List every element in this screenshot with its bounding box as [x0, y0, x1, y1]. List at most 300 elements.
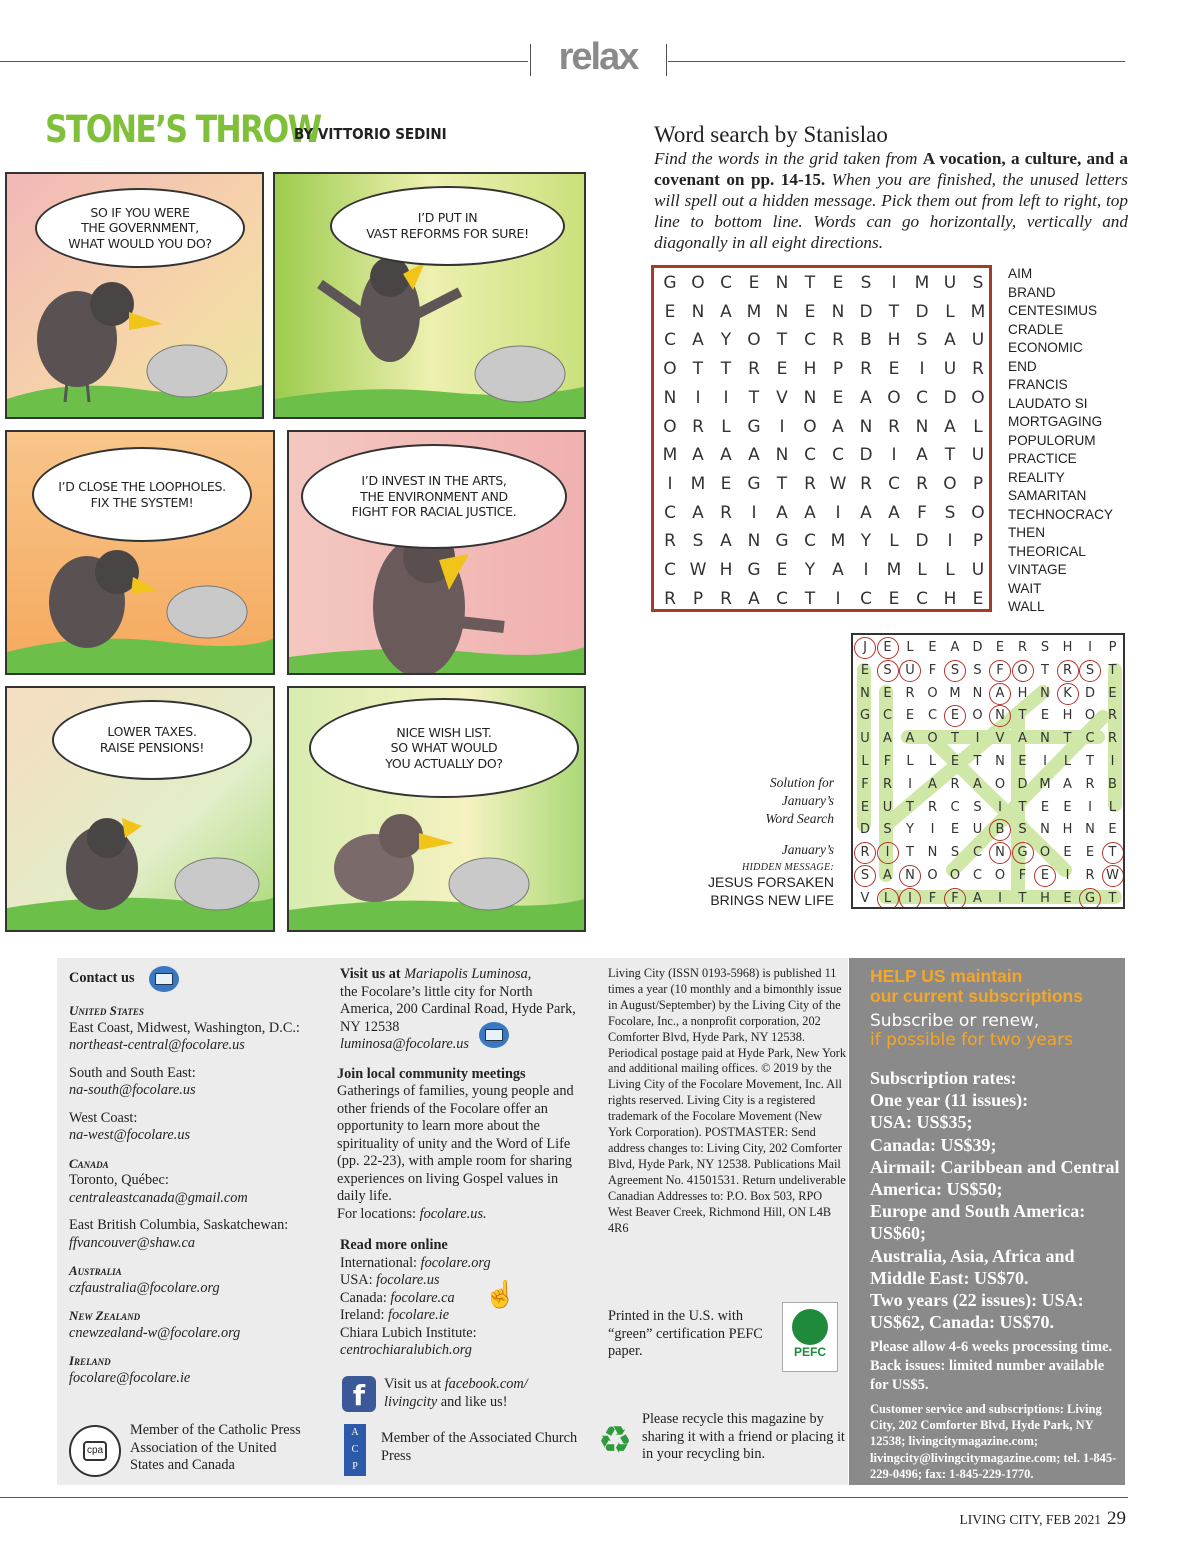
subscription-rates: Subscription rates: One year (11 issues): USA: US$35; Canada: US$39; Airmail: Caribbean and Central America: US$50; Europe and South America: US$60; Australia, Asia, Africa and Middle East: US$70. Two years (22 issues): USA: US$62, Canada: US$70.: [870, 1068, 1120, 1333]
speech-bubble: I’D CLOSE THE LOOPHOLES. FIX THE SYSTEM!: [32, 447, 252, 542]
word-list-item: WALL: [1008, 599, 1045, 614]
grid-letter: S: [972, 273, 984, 293]
solution-letter: H: [1062, 822, 1073, 838]
solution-letter: I: [908, 776, 912, 792]
website-link[interactable]: focolare.ca: [390, 1289, 455, 1306]
solution-letter: W: [1102, 865, 1124, 887]
word-list-item: MORTGAGING: [1008, 414, 1103, 429]
solution-letter: L: [1063, 754, 1072, 769]
grid-letter: R: [664, 531, 676, 552]
grid-letter: A: [692, 502, 704, 523]
hidden-message-label: January’s HIDDEN MESSAGE:: [742, 842, 834, 873]
grid-letter: R: [692, 416, 704, 437]
contact-email[interactable]: centraleastcanada@gmail.com: [69, 1189, 248, 1206]
grid-letter: I: [835, 502, 841, 523]
solution-letter: I: [877, 842, 899, 864]
solution-letter: O: [949, 868, 961, 883]
solution-letter: C: [972, 845, 983, 861]
grid-letter: D: [859, 301, 873, 322]
solution-letter: N: [972, 685, 983, 701]
solution-letter: F: [928, 662, 937, 678]
grid-letter: G: [747, 416, 761, 437]
solution-letter: N: [1085, 822, 1095, 838]
solution-letter: E: [1018, 754, 1027, 769]
grid-letter: C: [832, 445, 844, 466]
header-rule-right: [668, 61, 1125, 62]
grid-letter: U: [971, 330, 985, 351]
comic-panel-1: [5, 172, 264, 419]
grid-letter: L: [889, 531, 899, 552]
grid-letter: E: [888, 588, 900, 609]
read-online-list: [340, 1255, 580, 1360]
grid-letter: C: [664, 330, 676, 351]
grid-letter: I: [667, 473, 673, 494]
grid-letter: N: [691, 301, 705, 322]
solution-letter: N: [1040, 731, 1050, 747]
contact-entry: Canada Toronto, Québec: centraleastcanada@gmail.com: [69, 1155, 334, 1208]
grid-letter: E: [832, 387, 844, 408]
grid-letter: A: [720, 445, 732, 466]
solution-letter: T: [1018, 890, 1027, 906]
solution-letter: A: [883, 731, 892, 747]
contact-entry: South and South East: na-south@focolare.us: [69, 1065, 334, 1100]
grid-letter: I: [891, 273, 897, 293]
subscribe-tagline: Subscribe or renew,: [870, 1011, 1040, 1031]
solution-letter: O: [994, 868, 1006, 883]
grid-letter: R: [916, 473, 928, 494]
solution-letter: E: [883, 685, 892, 701]
solution-letter: A: [928, 776, 937, 792]
solution-letter: G: [1012, 842, 1034, 864]
grid-letter: T: [720, 359, 732, 380]
solution-letter: E: [944, 705, 966, 727]
grid-letter: U: [943, 359, 957, 380]
grid-letter: C: [776, 588, 788, 609]
speech-bubble: LOWER TAXES. RAISE PENSIONS!: [52, 700, 252, 780]
solution-letter: N: [1040, 822, 1050, 838]
solution-letter: D: [859, 822, 870, 838]
solution-letter: I: [998, 799, 1002, 815]
solution-letter: A: [1063, 776, 1072, 792]
header-tick-left: [530, 44, 531, 76]
solution-grid: [851, 633, 1125, 909]
acp-member-text: Member of the Associated Church Press: [381, 1430, 578, 1464]
solution-letter: E: [1040, 799, 1050, 815]
solution-letter: E: [877, 637, 899, 659]
solution-letter: R: [1057, 660, 1079, 682]
grid-letter: N: [747, 531, 761, 552]
word-list-item: WAIT: [1008, 580, 1042, 596]
solution-letter: E: [928, 640, 937, 655]
printed-note: Printed in the U.S. with “green” certification PEFC paper.: [608, 1308, 763, 1359]
grid-letter: A: [888, 502, 900, 523]
solution-letter: E: [1040, 708, 1050, 724]
speech-bubble: SO IF YOU WERE THE GOVERNMENT, WHAT WOULD YOU DO?: [35, 188, 245, 268]
pefc-logo: PEFC: [782, 1302, 838, 1372]
solution-letter: E: [860, 662, 870, 678]
solution-letter: D: [972, 640, 983, 655]
solution-letter: F: [944, 888, 966, 909]
solution-letter: R: [854, 842, 876, 864]
grid-letter: T: [888, 301, 900, 322]
solution-letter: R: [905, 685, 915, 701]
grid-letter: M: [886, 560, 902, 580]
grid-letter: L: [973, 416, 983, 437]
grid-letter: A: [720, 301, 732, 322]
solution-letter: T: [1041, 662, 1049, 678]
solution-letter: B: [1108, 776, 1117, 792]
solution-letter: U: [899, 660, 921, 682]
grid-letter: H: [943, 588, 957, 609]
grid-letter: G: [747, 473, 761, 494]
grid-letter: A: [944, 330, 956, 351]
website-link[interactable]: focolare.us: [376, 1272, 440, 1288]
grid-letter: Y: [860, 531, 872, 552]
grid-letter: U: [971, 560, 985, 580]
grid-letter: M: [746, 301, 762, 322]
facebook-icon[interactable]: f: [342, 1376, 376, 1412]
grid-letter: A: [748, 445, 760, 466]
comic-panel-3: [5, 430, 275, 675]
middle-column: Visit us at Mariapolis Luminosa, the Focolare’s little city for North America, 200 Cardinal Road, Hyde Park, NY 12538 luminosa@focolare.us Join local community meetings Gatherings of families, young people and other friends of the Focolare offer an opportunity to learn more about the spirituality of unity and the Word of Life (pp. 22-23), with ample room for sharing experiences on living Gospel values in daily life. For locations: focolare.us. Read more online International: focolare.org USA: focolare.us Canada: focolare.ca Ireland: focolare.ie Chiara Lubich Institute: centrochiaralubich.org: [340, 966, 580, 1360]
customer-service: Customer service and subscriptions: Living City, 202 Comforter Blvd, Hyde Park, NY 12538; livingcitymagazine.com; livingcity@livingcitymagazine.com; tel. 1-845-229-0496; fax: 1-845-229-1770.: [870, 1401, 1117, 1482]
contact-entry: West Coast: na-west@focolare.us: [69, 1110, 334, 1145]
solution-letter: M: [1039, 776, 1051, 792]
word-list-item: PRACTICE: [1008, 451, 1077, 466]
contact-email[interactable]: czfaustralia@focolare.org: [69, 1279, 220, 1296]
contact-email[interactable]: na-south@focolare.us: [69, 1082, 196, 1098]
grid-letter: T: [804, 588, 816, 609]
grid-letter: D: [943, 387, 957, 408]
grid-letter: E: [972, 588, 984, 609]
solution-letter: E: [1063, 799, 1072, 815]
grid-letter: A: [860, 387, 872, 408]
solution-letter: T: [1018, 708, 1027, 724]
recycle-icon: ♻: [598, 1420, 633, 1462]
solution-letter: I: [975, 731, 980, 747]
word-search-instructions: Find the words in the grid taken from A vocation, a culture, and a covenant on pp. 14-15. When you are finished, the unused letters will spell out a hidden message. Pick them out from left to right, top line to bottom line. Words can go horizontally, vertically and diagonally in all eight directions.: [654, 149, 1128, 252]
solution-letter: V: [860, 890, 870, 906]
grid-letter: H: [887, 330, 901, 351]
solution-letter: T: [973, 754, 982, 769]
luminosa-email[interactable]: luminosa@focolare.us: [340, 1036, 469, 1052]
grid-letter: M: [830, 531, 846, 552]
read-online-item: Chiara Lubich Institute: centrochiaralubich.org: [340, 1324, 477, 1358]
grid-letter: U: [971, 445, 985, 466]
word-list-item: END: [1008, 358, 1037, 374]
contact-email[interactable]: cnewzealand-w@focolare.org: [69, 1324, 241, 1341]
grid-letter: C: [664, 560, 676, 580]
grid-letter: A: [804, 502, 816, 523]
solution-letter: N: [1040, 685, 1050, 701]
acp-logo: A C P: [344, 1424, 366, 1476]
subscription-panel: HELP US maintain our current subscriptions Subscribe or renew, if possible for two years Subscription rates: One year (11 issues): USA: US$35; Canada: US$39; Airmail: Caribbean and Central America: US$50; Europe and South America: US$60; Australia, Asia, Africa and Middle East: US$70. Two years (22 issues): USA: US$62, Canada: US$70. Please allow 4-6 weeks processing time. Back issues: limited number available for US$5. Customer service and subscriptions: Living City, 202 Comforter Blvd, Hyde Park, NY 12538; livingcitymagazine.com; livingcity@livingcitymagazine.com; tel. 1-845-229-0496; fax: 1-845-229-1770.: [849, 958, 1125, 1485]
solution-letter: O: [1084, 708, 1096, 724]
facebook-text: Visit us at facebook.com/ livingcity and like us!: [384, 1376, 528, 1410]
solution-letter: B: [989, 819, 1011, 841]
website-link[interactable]: centrochiaralubich.org: [340, 1342, 472, 1358]
grid-letter: C: [664, 502, 676, 523]
grid-letter: R: [664, 588, 676, 609]
contact-entry: United States East Coast, Midwest, Washington, D.C.: northeast-central@focolare.us: [69, 1002, 334, 1055]
contact-email[interactable]: focolare@focolare.ie: [69, 1369, 191, 1386]
solution-letter: Y: [906, 822, 914, 838]
solution-letter: S: [1079, 660, 1101, 682]
grid-letter: E: [664, 301, 676, 322]
solution-letter: E: [1034, 865, 1056, 887]
website-link[interactable]: focolare.ie: [388, 1307, 450, 1323]
solution-letter: O: [1012, 660, 1034, 682]
grid-letter: C: [860, 588, 872, 609]
grid-letter: D: [915, 531, 929, 552]
grid-letter: M: [690, 473, 706, 494]
solution-letter: T: [1108, 662, 1117, 678]
solution-letter: I: [1110, 754, 1115, 769]
solution-letter: E: [1063, 845, 1072, 861]
grid-letter: L: [945, 560, 955, 580]
grid-letter: N: [663, 387, 677, 408]
solution-letter: R: [927, 799, 938, 815]
grid-letter: M: [914, 273, 930, 293]
grid-letter: F: [917, 502, 927, 523]
comic-panel-2: [273, 172, 586, 419]
solution-letter: A: [989, 683, 1011, 705]
solution-letter: N: [860, 685, 870, 701]
pointer-hand-icon: ☝: [484, 1280, 517, 1309]
word-list-item: FRANCIS: [1008, 377, 1068, 392]
grid-letter: N: [859, 416, 873, 437]
grid-letter: I: [947, 531, 953, 552]
contact-list: [69, 1002, 334, 1387]
solution-letter: R: [882, 776, 893, 792]
solution-letter: D: [1017, 776, 1028, 792]
solution-letter: E: [860, 799, 870, 815]
website-link[interactable]: focolare.org: [420, 1254, 491, 1271]
solution-letter: O: [927, 731, 938, 747]
grid-letter: A: [944, 416, 956, 437]
solution-letter: E: [1085, 845, 1095, 861]
solution-letter: F: [1018, 868, 1027, 883]
grid-letter: I: [863, 560, 869, 580]
grid-letter: O: [663, 416, 677, 437]
grid-letter: A: [860, 502, 872, 523]
grid-letter: O: [887, 387, 901, 408]
solution-letter: A: [1018, 731, 1027, 747]
solution-letter: S: [854, 865, 876, 887]
grid-letter: A: [916, 445, 928, 466]
solution-letter: E: [995, 640, 1005, 655]
grid-letter: T: [748, 387, 760, 408]
solution-letter: F: [883, 754, 892, 769]
grid-letter: O: [943, 473, 957, 494]
comic-title: STONE’S THROW: [45, 108, 321, 151]
grid-letter: R: [748, 359, 760, 380]
solution-letter: K: [1057, 683, 1079, 705]
grid-letter: P: [692, 588, 704, 609]
grid-letter: E: [888, 359, 900, 380]
word-list-item: AIM: [1008, 266, 1033, 281]
grid-letter: O: [663, 359, 677, 380]
grid-letter: A: [776, 502, 788, 523]
grid-letter: D: [915, 301, 929, 322]
word-search-grid: [651, 265, 992, 612]
grid-letter: T: [776, 330, 788, 351]
grid-letter: I: [695, 387, 701, 408]
solution-letter: G: [1079, 888, 1101, 909]
contact-email[interactable]: ffvancouver@shaw.ca: [69, 1234, 196, 1251]
read-online-item: USA: focolare.us: [340, 1272, 440, 1288]
solution-letter: M: [949, 685, 961, 701]
grid-letter: I: [723, 387, 729, 408]
solution-letter: L: [1108, 799, 1117, 815]
solution-letter: N: [899, 865, 921, 887]
word-list: [1008, 265, 1113, 617]
facebook-link[interactable]: facebook.com/ livingcity: [384, 1376, 528, 1410]
solution-letter: N: [995, 754, 1005, 769]
contact-email[interactable]: northeast-central@focolare.us: [69, 1037, 245, 1053]
grid-letter: A: [748, 588, 760, 609]
solution-letter: U: [860, 731, 870, 747]
grid-letter: I: [891, 445, 897, 466]
header-rule-left: [0, 61, 528, 62]
help-heading: HELP US maintain: [870, 966, 1023, 986]
grid-letter: V: [776, 387, 788, 408]
grid-letter: N: [915, 416, 929, 437]
grid-letter: D: [859, 445, 873, 466]
solution-letter: N: [989, 842, 1011, 864]
contact-entry: East British Columbia, Saskatchewan: ffvancouver@shaw.ca: [69, 1217, 334, 1252]
grid-letter: C: [916, 387, 928, 408]
grid-letter: C: [720, 273, 732, 293]
solution-letter: T: [1102, 842, 1124, 864]
solution-letter: C: [950, 799, 960, 815]
solution-letter: C: [882, 708, 893, 724]
grid-letter: M: [662, 445, 678, 466]
grid-letter: N: [831, 301, 845, 322]
grid-letter: E: [832, 273, 844, 293]
email-icon: [149, 966, 179, 992]
word-list-item: TECHNOCRACY: [1008, 506, 1113, 522]
page-footer: LIVING CITY, FEB 2021 29: [959, 1508, 1126, 1529]
contact-email[interactable]: na-west@focolare.us: [69, 1127, 191, 1143]
grid-letter: O: [971, 502, 985, 523]
solution-letter: C: [927, 708, 938, 724]
solution-letter: E: [905, 708, 915, 724]
grid-letter: E: [720, 473, 732, 494]
solution-letter: N: [927, 845, 938, 861]
meetings-text: Gatherings of families, young people and other friends of the Focolare offer an opportunity to learn more about the spirituality of unity and the Word of Life (pp. 22-23), with ample room for sharing experiences on living Gospel values in daily life.: [337, 1083, 574, 1204]
solution-letter: S: [1040, 640, 1050, 655]
read-online-item: Canada: focolare.ca: [340, 1289, 455, 1306]
solution-letter: R: [1085, 776, 1095, 792]
solution-letter: S: [1018, 822, 1027, 838]
grid-letter: O: [691, 273, 705, 293]
solution-letter: I: [1088, 640, 1092, 655]
solution-letter: I: [1043, 754, 1047, 769]
grid-letter: A: [720, 531, 732, 552]
solution-letter: H: [1062, 640, 1073, 655]
grid-letter: I: [919, 359, 925, 380]
grid-letter: O: [803, 416, 817, 437]
solution-letter: I: [998, 890, 1002, 906]
grid-letter: C: [804, 445, 816, 466]
solution-letter: R: [950, 776, 960, 792]
solution-letter: T: [1063, 731, 1072, 747]
grid-letter: N: [775, 273, 789, 293]
solution-letter: H: [1017, 685, 1028, 701]
grid-letter: S: [692, 531, 704, 552]
grid-letter: R: [804, 473, 816, 494]
solution-letter: T: [1086, 754, 1094, 769]
grid-letter: O: [747, 330, 761, 351]
grid-letter: H: [719, 560, 733, 580]
cpa-member-text: Member of the Catholic Press Association of the United States and Canada: [130, 1422, 301, 1473]
grid-letter: Y: [804, 560, 816, 580]
cpa-member-logo: cpa: [69, 1425, 121, 1477]
grid-letter: T: [804, 273, 816, 293]
grid-letter: M: [970, 301, 986, 322]
solution-letter: T: [1018, 799, 1027, 815]
grid-letter: I: [779, 416, 785, 437]
grid-letter: C: [804, 531, 816, 552]
solution-letter: A: [905, 731, 915, 747]
contact-heading: Contact us: [69, 970, 135, 987]
solution-letter: R: [1085, 868, 1095, 883]
grid-letter: P: [972, 473, 984, 494]
solution-letter: O: [994, 776, 1006, 792]
word-list-item: THEORICAL: [1008, 543, 1086, 559]
grid-letter: A: [832, 560, 844, 580]
solution-letter: V: [995, 731, 1005, 747]
grid-letter: R: [888, 416, 900, 437]
word-list-item: CENTESIMUS: [1008, 303, 1098, 318]
word-list-item: BRAND: [1008, 284, 1056, 300]
solution-letter: D: [1084, 685, 1095, 701]
solution-letter: H: [1040, 890, 1050, 906]
solution-letter: F: [861, 776, 869, 792]
grid-letter: O: [971, 387, 985, 408]
grid-letter: E: [804, 301, 816, 322]
solution-letter: E: [1108, 822, 1117, 838]
solution-letter: S: [883, 822, 892, 838]
solution-letter: H: [1062, 708, 1073, 724]
word-list-item: THEN: [1008, 525, 1046, 540]
solution-letter: L: [877, 888, 899, 909]
solution-caption: Solution for January’s Word Search: [765, 775, 834, 826]
solution-letter: S: [973, 662, 982, 678]
meetings-heading: Join local community meetings: [337, 1065, 526, 1082]
solution-letter: R: [1107, 731, 1118, 747]
solution-letter: E: [1108, 685, 1117, 701]
solution-letter: A: [950, 640, 960, 655]
grid-letter: P: [832, 359, 844, 380]
read-online-heading: Read more online: [340, 1237, 448, 1253]
grid-letter: L: [721, 416, 731, 437]
grid-letter: A: [832, 416, 844, 437]
solution-letter: G: [859, 708, 871, 724]
processing-note: Please allow 4-6 weeks processing time. Back issues: limited number available for US$5.: [870, 1339, 1113, 1394]
grid-letter: I: [835, 588, 841, 609]
locations-link[interactable]: focolare.us.: [419, 1205, 487, 1222]
solution-letter: P: [1108, 640, 1117, 655]
contact-entry: Ireland focolare@focolare.ie: [69, 1352, 334, 1387]
solution-letter: O: [1039, 845, 1051, 861]
speech-bubble: I’D INVEST IN THE ARTS, THE ENVIRONMENT AND FIGHT FOR RACIAL JUSTICE.: [301, 444, 567, 549]
solution-letter: I: [930, 822, 935, 838]
solution-letter: A: [883, 868, 892, 883]
grid-letter: T: [692, 359, 704, 380]
grid-letter: S: [944, 502, 956, 523]
